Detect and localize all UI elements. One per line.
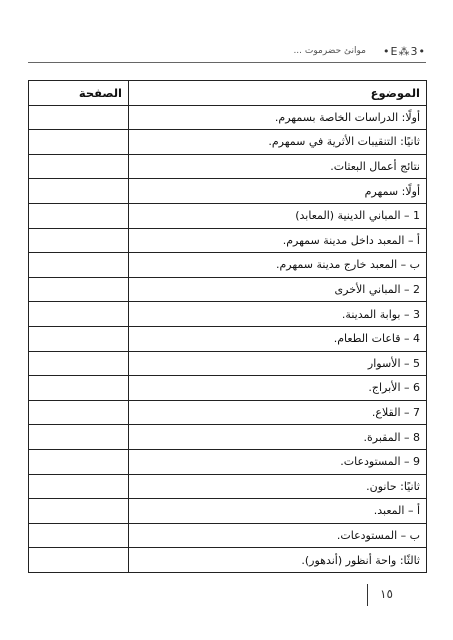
row-topic: 1 – المباني الدينية (المعابد) (129, 203, 427, 228)
row-page (29, 326, 129, 351)
row-page (29, 302, 129, 327)
page-number-divider (367, 584, 368, 606)
row-page (29, 228, 129, 253)
table-row (29, 351, 427, 376)
row-topic: 5 – الأسوار (129, 351, 427, 376)
table-row (29, 425, 427, 450)
row-page (29, 474, 129, 499)
table-row (29, 523, 427, 548)
row-page (29, 351, 129, 376)
table-row (29, 400, 427, 425)
table-row (29, 548, 427, 573)
table-row (29, 474, 427, 499)
row-topic: ب – المعبد خارج مدينة سمهرم. (129, 253, 427, 278)
table-row (29, 376, 427, 401)
row-topic: ب – المستودعات. (129, 523, 427, 548)
row-page (29, 203, 129, 228)
row-page (29, 277, 129, 302)
table-row (29, 499, 427, 524)
table-row (29, 154, 427, 179)
table-row (29, 203, 427, 228)
table-row (29, 105, 427, 130)
running-title: موانئ حضرموت ... (293, 46, 366, 56)
row-page (29, 105, 129, 130)
row-page (29, 548, 129, 573)
row-topic: ثانيًا: التنقيبات الأثرية في سمهرم. (129, 130, 427, 155)
row-topic: أولًا: الدراسات الخاصة بسمهرم. (129, 105, 427, 130)
row-page (29, 253, 129, 278)
row-topic: ثالثًا: واحة أنظور (أندهور). (129, 548, 427, 573)
row-page (29, 376, 129, 401)
row-topic: أولًا: سمهرم (129, 179, 427, 204)
column-header-topic: الموضوع (129, 81, 427, 106)
row-topic: ثانيًا: حانون. (129, 474, 427, 499)
header-divider (28, 62, 426, 63)
row-topic: نتائج أعمال البعثات. (129, 154, 427, 179)
row-topic: 2 – المباني الأخرى (129, 277, 427, 302)
row-page (29, 523, 129, 548)
row-page (29, 400, 129, 425)
table-header-row (29, 81, 427, 106)
row-page (29, 449, 129, 474)
table-row (29, 130, 427, 155)
table-row (29, 449, 427, 474)
table-row (29, 228, 427, 253)
row-page (29, 425, 129, 450)
column-header-page: الصفحة (29, 81, 129, 106)
table-row (29, 277, 427, 302)
contents-table (28, 80, 427, 573)
row-topic: 7 – القلاع. (129, 400, 427, 425)
row-page (29, 179, 129, 204)
row-topic: 3 – بوابة المدينة. (129, 302, 427, 327)
table-row (29, 302, 427, 327)
row-topic: 4 – قاعات الطعام. (129, 326, 427, 351)
row-topic: أ – المعبد داخل مدينة سمهرم. (129, 228, 427, 253)
row-page (29, 154, 129, 179)
row-topic: أ – المعبد. (129, 499, 427, 524)
header-ornament-icon: •3⁂E• (383, 45, 426, 58)
row-page (29, 499, 129, 524)
running-header (28, 46, 426, 62)
row-page (29, 130, 129, 155)
row-topic: 8 – المقبرة. (129, 425, 427, 450)
table-row (29, 326, 427, 351)
table-row (29, 253, 427, 278)
row-topic: 6 – الأبراج. (129, 376, 427, 401)
table-row (29, 179, 427, 204)
page-number: ١٥ (380, 587, 393, 601)
row-topic: 9 – المستودعات. (129, 449, 427, 474)
